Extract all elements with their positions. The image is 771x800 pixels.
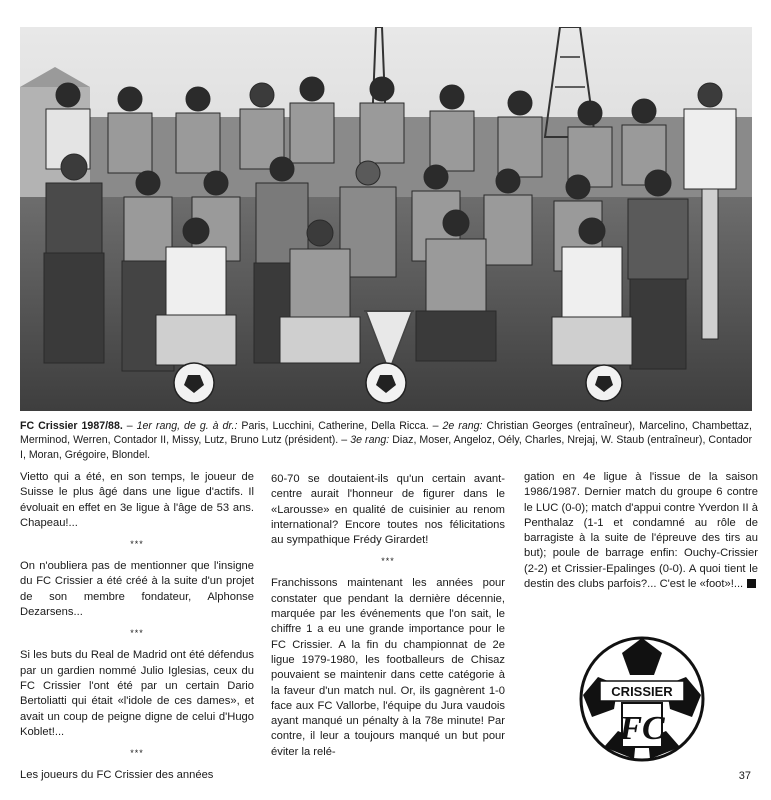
section-separator: *** <box>130 539 144 550</box>
football-icon <box>366 363 406 403</box>
paragraph: Franchissons maintenant les années pour constater que pendant la dernière décennie, marquée par les événements que l'on sait, le chiffre 1 a eu une grande importance pour le FC Crissier. A la fin du championnat de 2e ligue 1979-1980, les footballeurs de Chisaz pouvaient se maintenir dans cette catégorie à la faveur d'un match nul. Or, ils gagnèrent 1-0 face aux FC Vallorbe, l'équipe du Jura vaudois ayant manqué un pénalty à la 78e minute! Par contre, il leur a toujours manqué un but pour éviter la relé- <box>271 577 505 758</box>
team-photo <box>20 27 752 411</box>
paragraph: On n'oubliera pas de mentionner que l'insigne du FC Crissier a été créé à la suite d'un projet de son membre fondateur, Alphonse Dezarsens... <box>20 560 254 619</box>
paragraph: Les joueurs du FC Crissier des années <box>20 769 214 782</box>
caption-row1-label: 1er rang, de g. à dr.: <box>136 420 238 432</box>
caption-row3-label: 3e rang: <box>350 434 390 447</box>
page-number: 37 <box>738 770 751 782</box>
section-separator: *** <box>130 748 144 759</box>
paragraph-text: gation en 4e ligue à l'issue de la saison 1986/1987. Dernier match du groupe 6 contre le LUC (0-0); match d'appui contre Yverdon II à Penthalaz (1-1 et condamné au rôle de barragiste à la suite de l'épreuve des tirs au but); poule de barrage enfin: Ouchy-Crissier (2-2) et Crissier-Epalinges (0-0). A quoi tient le destin des clubs parfois?... C'est le «foot»!... <box>524 471 758 591</box>
end-of-article-mark <box>747 579 756 588</box>
football-icon <box>174 363 214 403</box>
caption-row1-names: Paris, Lucchini, Catherine, Della Ricca. <box>241 420 429 432</box>
caption-title: FC Crissier 1987/88. <box>20 420 123 432</box>
caption-row2-label: 2e rang: <box>442 420 483 432</box>
logo-monogram: FC <box>619 710 665 747</box>
caption-row2-names: Christian Georges (entraîneur), Marcelino, Chambettaz, Merminod, Werren, Contador II, Missy, Lutz, Bruno Lutz (président). <box>20 420 753 447</box>
paragraph <box>524 470 758 592</box>
paragraph: Si les buts du Real de Madrid ont été défendus par un gardien nommé Julio Iglesias, ceux du FC Crissier l'ont été par un certain Dario Bertoliatti qui était «l'idole de ces dames», et avait un coup de peigne digne de celui d'Hugo Koblet!... <box>20 649 254 738</box>
photo-caption: FC Crissier 1987/88. – 1er rang, de g. à dr.: Paris, Lucchini, Catherine, Della Ricca. – 2e rang: Christian Georges (entraîneur), Marcelino, Chambettaz, Merminod, Werren, Contador II, Missy, Lutz, Bruno Lutz (président). – 3e rang: Diaz, Moser, Angeloz, Oély, Charles, Nrejaj, W. Staub (entraîneur), Contador I, Moran, Grégoire, Blondel. <box>20 420 753 461</box>
caption-row3-names: Diaz, Moser, Angeloz, Oély, Charles, Nrejaj, W. Staub (entraîneur), Contador I, Moran, Grégoire, Blondel. <box>20 434 753 461</box>
club-crest-logo <box>578 635 706 763</box>
logo-text: CRISSIER <box>611 684 673 699</box>
text-column-1 <box>20 470 254 783</box>
text-column-2 <box>271 472 505 760</box>
section-separator: *** <box>381 556 395 567</box>
section-separator: *** <box>130 628 144 639</box>
paragraph: 60-70 se doutaient-ils qu'un certain avant-centre aurait l'honneur de figurer dans le «Larousse» en qualité de cuisinier au renom international? Encore toutes nos félicitations au sympathique Frédy Girardet! <box>271 473 505 547</box>
paragraph: Vietto qui a été, en son temps, le joueur de Suisse le plus âgé dans une ligue d'actifs. Il évoluait en effet en 3e ligue à l'âge de 53 ans. Chapeau!... <box>20 471 254 529</box>
text-column-3 <box>524 470 758 592</box>
team-photo-illustration <box>20 27 752 411</box>
football-icon <box>586 365 622 401</box>
